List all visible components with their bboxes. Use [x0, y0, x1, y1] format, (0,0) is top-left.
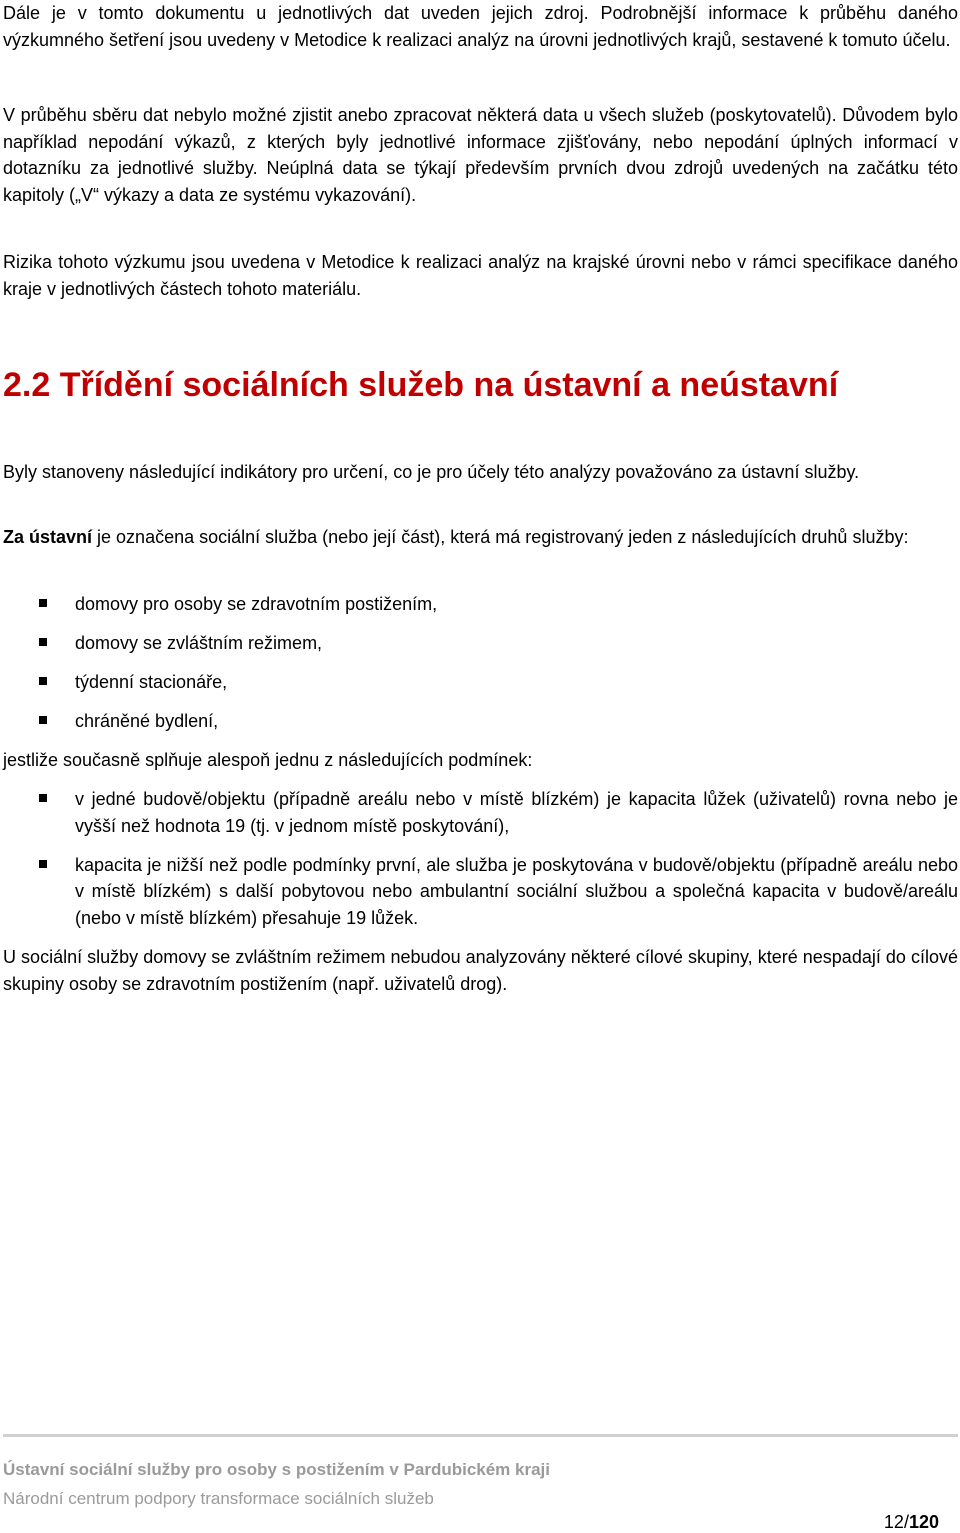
section-heading: 2.2 Třídění sociálních služeb na ústavní a neústavní — [3, 366, 839, 404]
list-item-text: domovy se zvláštním režimem, — [75, 633, 323, 653]
page-current: 12/ — [883, 1512, 909, 1532]
footer-divider — [3, 1434, 958, 1437]
bullet-square-icon — [39, 677, 47, 685]
list-item — [3, 786, 958, 839]
list-item-text: domovy pro osoby se zdravotním postižením, — [75, 594, 438, 614]
page-number — [884, 1512, 939, 1533]
page-total: 120 — [908, 1512, 939, 1532]
bullet-square-icon — [39, 860, 47, 868]
list-item — [3, 708, 958, 735]
list-item-text: chráněné bydlení, — [75, 711, 219, 731]
bullet-square-icon — [39, 794, 47, 802]
paragraph-risks: Rizika tohoto výzkumu jsou uvedena v Metodice k realizaci analýz na krajské úrovni nebo v rámci specifikace daného kraje v jednotlivých částech tohoto materiálu. — [3, 252, 958, 299]
paragraph-definition — [3, 524, 908, 551]
list-item — [3, 591, 958, 618]
paragraph-condition-intro: jestliže současně splňuje alespoň jednu z následujících podmínek: — [3, 750, 533, 770]
service-types-list — [3, 591, 958, 747]
conditions-list — [3, 786, 958, 944]
bullet-square-icon — [39, 599, 47, 607]
list-item — [3, 630, 958, 657]
list-item — [3, 852, 958, 932]
list-item-text: kapacita je nižší než podle podmínky první, ale služba je poskytována v budově/objektu (případně areálu nebo v místě blízkém) s další pobytovou nebo ambulantní sociální službou a společná kapacita v budově/areálu (nebo v místě blízkém) přesahuje 19 lůžek. — [75, 854, 958, 928]
definition-bold-term: Za ústavní — [3, 527, 93, 547]
paragraph-closing: U sociální služby domovy se zvláštním režimem nebudou analyzovány některé cílové skupiny, které nespadají do cílové skupiny osoby se zdravotním postižením (např. uživatelů drog). — [3, 947, 958, 994]
list-item-text: v jedné budově/objektu (případně areálu nebo v místě blízkém) je kapacita lůžek (uživatelů) rovna nebo je vyšší než hodnota 19 (tj. v jednom místě poskytování), — [75, 789, 958, 836]
paragraph-incomplete-data: V průběhu sběru dat nebylo možné zjistit anebo zpracovat některá data u všech služeb (poskytovatelů). Důvodem bylo například nepodání výkazů, z kterých byly jednotlivé informace zjišťovány, nebo nepodání úplných informací v dotazníku za jednotlivé služby. Neúplná data se týkají především prvních dvou zdrojů uvedených na začátku této kapitoly („V“ výkazy a data ze systému vykazování). — [3, 105, 958, 205]
footer-title: Ústavní sociální služby pro osoby s postižením v Pardubickém kraji — [3, 1460, 550, 1479]
footer-subtitle: Národní centrum podpory transformace sociálních služeb — [3, 1489, 434, 1508]
bullet-square-icon — [39, 716, 47, 724]
paragraph-indicators-intro: Byly stanoveny následující indikátory pro určení, co je pro účely této analýzy považováno za ústavní služby. — [3, 462, 860, 482]
bullet-square-icon — [39, 638, 47, 646]
paragraph-data-sources: Dále je v tomto dokumentu u jednotlivých dat uveden jejich zdroj. Podrobnější informace k průběhu daného výzkumného šetření jsou uvedeny v Metodice k realizaci analýz na úrovni jednotlivých krajů, sestavené k tomuto účelu. — [3, 3, 958, 50]
list-item-text: týdenní stacionáře, — [75, 672, 228, 692]
list-item — [3, 669, 958, 696]
definition-text: je označena sociální služba (nebo její část), která má registrovaný jeden z následujících druhů služby: — [92, 527, 909, 547]
